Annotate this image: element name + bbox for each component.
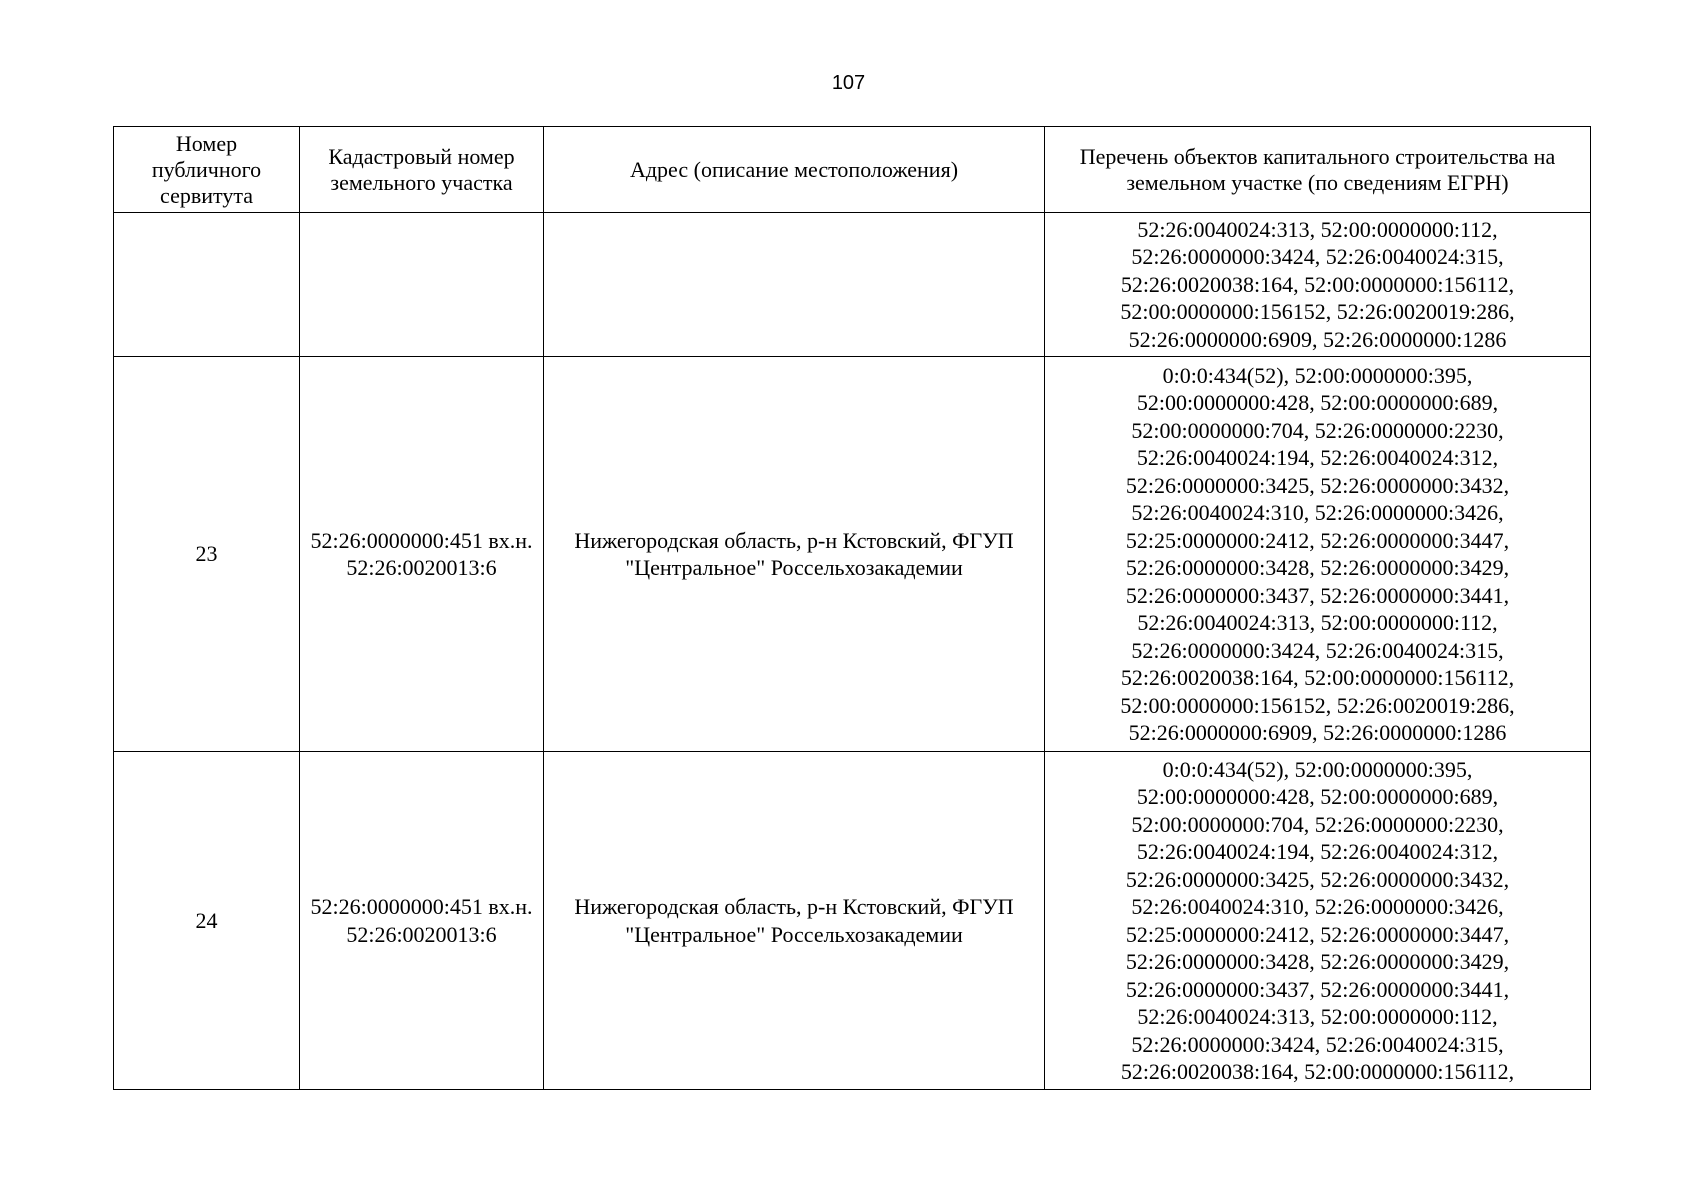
object-cadastral-line: 52:26:0000000:3437, 52:26:0000000:3441,	[1125, 976, 1510, 1002]
object-cadastral-line: 0:0:0:434(52), 52:00:0000000:395,	[1162, 756, 1473, 782]
object-cadastral-line: 52:26:0040024:313, 52:00:0000000:112,	[1137, 216, 1498, 242]
object-cadastral-line: 52:26:0000000:3424, 52:26:0040024:315,	[1131, 244, 1504, 270]
object-cadastral-line: 52:26:0040024:313, 52:00:0000000:112,	[1137, 1004, 1498, 1029]
object-cadastral-line: 52:00:0000000:428, 52:00:0000000:689,	[1136, 784, 1499, 809]
objects-list-cell	[1045, 752, 1591, 1090]
object-cadastral-line: 52:00:0000000:156152, 52:26:0020019:286,	[1120, 692, 1515, 718]
object-cadastral-line: 52:26:0040024:194, 52:26:0040024:312,	[1136, 445, 1499, 470]
objects-list-cell	[1045, 213, 1591, 357]
object-cadastral-line: 52:26:0000000:3425, 52:26:0000000:3432,	[1125, 472, 1510, 498]
table-header-row	[114, 127, 1591, 213]
page-number: 107	[831, 72, 866, 94]
object-cadastral-line: 52:26:0000000:3425, 52:26:0000000:3432,	[1125, 866, 1510, 892]
header-objects-list: Перечень объектов капитального строительства на земельном участке (по сведениям ЕГРН)	[1045, 127, 1591, 213]
object-cadastral-line: 52:00:0000000:156152, 52:26:0020019:286,	[1120, 299, 1515, 325]
servitude-table	[113, 126, 1591, 1090]
objects-list-cell	[1045, 357, 1591, 752]
table-row	[114, 752, 1591, 1090]
object-cadastral-line: 52:26:0000000:3424, 52:26:0040024:315,	[1131, 1031, 1504, 1057]
header-servitude-number: Номер публичного сервитута	[114, 127, 300, 213]
address-cell	[544, 213, 1045, 357]
object-cadastral-line: 52:26:0040024:310, 52:26:0000000:3426,	[1131, 894, 1504, 919]
object-cadastral-line: 0:0:0:434(52), 52:00:0000000:395,	[1162, 362, 1473, 388]
object-cadastral-line: 52:25:0000000:2412, 52:26:0000000:3447,	[1125, 527, 1510, 553]
address-cell: Нижегородская область, р-н Кстовский, ФГУП "Центральное" Россельхозакадемии	[544, 357, 1045, 752]
object-cadastral-line: 52:00:0000000:704, 52:26:0000000:2230,	[1131, 417, 1504, 443]
table-row	[114, 357, 1591, 752]
cadastral-number-cell: 52:26:0000000:451 вх.н. 52:26:0020013:6	[300, 357, 544, 752]
object-cadastral-line: 52:00:0000000:704, 52:26:0000000:2230,	[1131, 811, 1504, 837]
address-cell: Нижегородская область, р-н Кстовский, ФГУП "Центральное" Россельхозакадемии	[544, 752, 1045, 1090]
object-cadastral-line: 52:00:0000000:428, 52:00:0000000:689,	[1136, 390, 1499, 415]
object-cadastral-line: 52:26:0000000:3424, 52:26:0040024:315,	[1131, 637, 1504, 663]
cadastral-number-cell	[300, 213, 544, 357]
object-cadastral-line: 52:25:0000000:2412, 52:26:0000000:3447,	[1125, 921, 1510, 947]
object-cadastral-line: 52:26:0020038:164, 52:00:0000000:156112,	[1120, 1059, 1515, 1084]
table-row	[114, 213, 1591, 357]
object-cadastral-line: 52:26:0020038:164, 52:00:0000000:156112,	[1120, 271, 1515, 297]
object-cadastral-line: 52:26:0000000:6909, 52:26:0000000:1286	[1128, 326, 1507, 352]
object-cadastral-line: 52:26:0000000:3428, 52:26:0000000:3429,	[1125, 555, 1510, 580]
cadastral-number-cell: 52:26:0000000:451 вх.н. 52:26:0020013:6	[300, 752, 544, 1090]
servitude-number-cell: 23	[114, 357, 300, 752]
object-cadastral-line: 52:26:0000000:3428, 52:26:0000000:3429,	[1125, 949, 1510, 974]
header-address: Адрес (описание местоположения)	[544, 127, 1045, 213]
object-cadastral-line: 52:26:0040024:313, 52:00:0000000:112,	[1137, 610, 1498, 635]
servitude-number-cell	[114, 213, 300, 357]
object-cadastral-line: 52:26:0000000:6909, 52:26:0000000:1286	[1128, 720, 1507, 745]
object-cadastral-line: 52:26:0020038:164, 52:00:0000000:156112,	[1120, 665, 1515, 690]
object-cadastral-line: 52:26:0040024:310, 52:26:0000000:3426,	[1131, 500, 1504, 525]
servitude-number-cell: 24	[114, 752, 300, 1090]
object-cadastral-line: 52:26:0040024:194, 52:26:0040024:312,	[1136, 839, 1499, 864]
object-cadastral-line: 52:26:0000000:3437, 52:26:0000000:3441,	[1125, 582, 1510, 608]
header-cadastral-number: Кадастровый номер земельного участка	[300, 127, 544, 213]
